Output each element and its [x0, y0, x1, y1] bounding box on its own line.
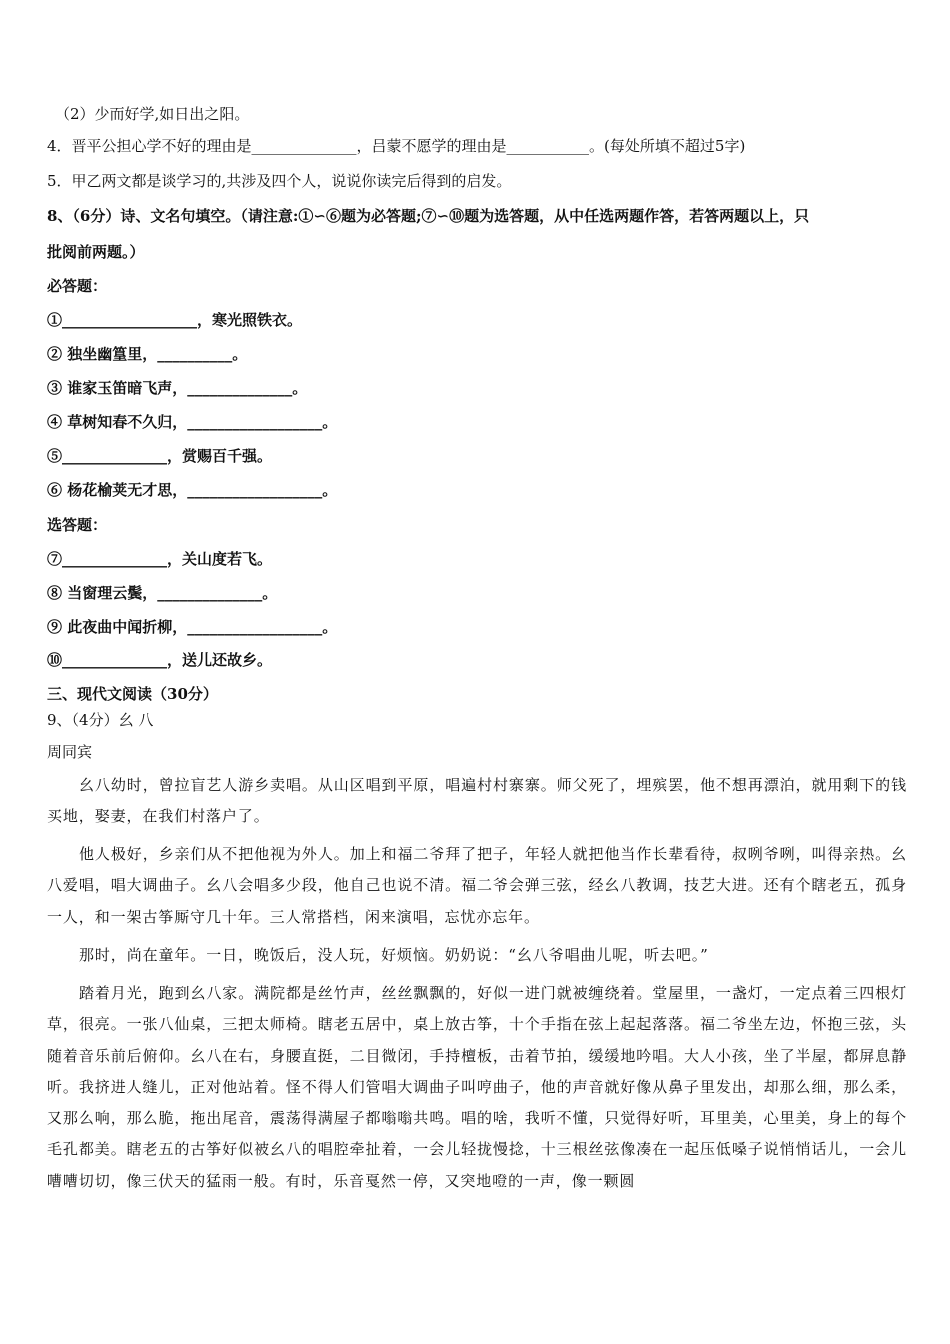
required-item-2: ② 独坐幽篁里，__________。 — [47, 345, 248, 363]
required-item-1: ①__________________，寒光照铁衣。 — [47, 311, 303, 329]
required-item-5: ⑤______________，赏赐百千强。 — [47, 447, 273, 465]
section-3-heading: 三、现代文阅读（30分） — [47, 685, 218, 703]
paragraph-2: 他人极好，乡亲们从不把他视为外人。加上和福二爷拜了把子，年轻人就把他当作长辈看待，叔咧爷咧，叫得亲热。幺八爱唱，唱大调曲子。幺八会唱多少段，他自己也说不清。福二爷会弹三弦，经幺八教调，技艺大进。还有个瞎老五，孤身一人，和一架古筝厮守几十年。三人常搭档，闲来演唱，忘忧亦忘年。 — [47, 845, 907, 926]
optional-item-10: ⑩______________，送儿还故乡。 — [47, 651, 273, 669]
required-item-4: ④ 草树知春不久归，__________________。 — [47, 413, 338, 431]
optional-heading: 选答题： — [47, 516, 108, 534]
optional-item-8: ⑧ 当窗理云鬓，______________。 — [47, 584, 278, 602]
answer-line-2: （2）少而好学,如日出之阳。 — [55, 105, 250, 123]
question-5: 5．甲乙两文都是谈学习的,共涉及四个人，说说你读完后得到的启发。 — [47, 172, 512, 190]
question-4: 4．晋平公担心学不好的理由是______________，吕蒙不愿学的理由是___________。(每处所填不超过5字) — [47, 137, 746, 155]
paragraph-1: 幺八幼时，曾拉盲艺人游乡卖唱。从山区唱到平原，唱遍村村寨寨。师父死了，埋殡罢，他不想再漂泊，就用剩下的钱买地，娶妻，在我们村落户了。 — [47, 776, 907, 826]
author: 周同宾 — [47, 743, 93, 761]
paragraph-4: 踏着月光，跑到幺八家。满院都是丝竹声，丝丝飘飘的，好似一进门就被缠绕着。堂屋里，一盏灯，一定点着三四根灯草，很亮。一张八仙桌，三把太师椅。瞎老五居中，桌上放古筝，十个手指在弦上起起落落。福二爷坐左边，怀抱三弦，头随着音乐前后俯仰。幺八在右，身腰直挺，二目微闭，手持檀板，击着节拍，缓缓地吟唱。大人小孩，坐了半屋，都屏息静听。我挤进人缝儿，正对他站着。怪不得人们管唱大调曲子叫哼曲子，他的声音就好像从鼻子里发出，却那么细，那么柔，又那么响，那么脆，拖出尾音，震荡得满屋子都嗡嗡共鸣。唱的啥，我听不懂，只觉得好听，耳里美，心里美，身上的每个毛孔都美。瞎老五的古筝好似被幺八的唱腔牵扯着，一会儿轻拢慢捻，十三根丝弦像凑在一起压低嗓子说悄悄话儿，一会儿嘈嘈切切，像三伏天的猛雨一般。有时，乐音戛然一停，又突地噔的一声，像一颗圆 — [47, 984, 907, 1190]
required-heading: 必答题： — [47, 277, 108, 295]
required-item-6: ⑥ 杨花榆荚无才思，__________________。 — [47, 481, 338, 499]
question-8-line1: 8、（6分）诗、文名句填空。（请注意:①∽⑥题为必答题;⑦∽⑩题为选答题，从中任选两题作答，若答两题以上，只 — [47, 207, 810, 225]
question-9-title: 9、（4分）幺 八 — [47, 711, 154, 729]
paragraph-3: 那时，尚在童年。一日，晚饭后，没人玩，好烦恼。奶奶说：“幺八爷唱曲儿呢，听去吧。” — [79, 946, 709, 964]
optional-item-7: ⑦______________，关山度若飞。 — [47, 550, 273, 568]
required-item-3: ③ 谁家玉笛暗飞声，______________。 — [47, 379, 308, 397]
question-8-line2: 批阅前两题。） — [47, 243, 145, 261]
optional-item-9: ⑨ 此夜曲中闻折柳，__________________。 — [47, 618, 338, 636]
